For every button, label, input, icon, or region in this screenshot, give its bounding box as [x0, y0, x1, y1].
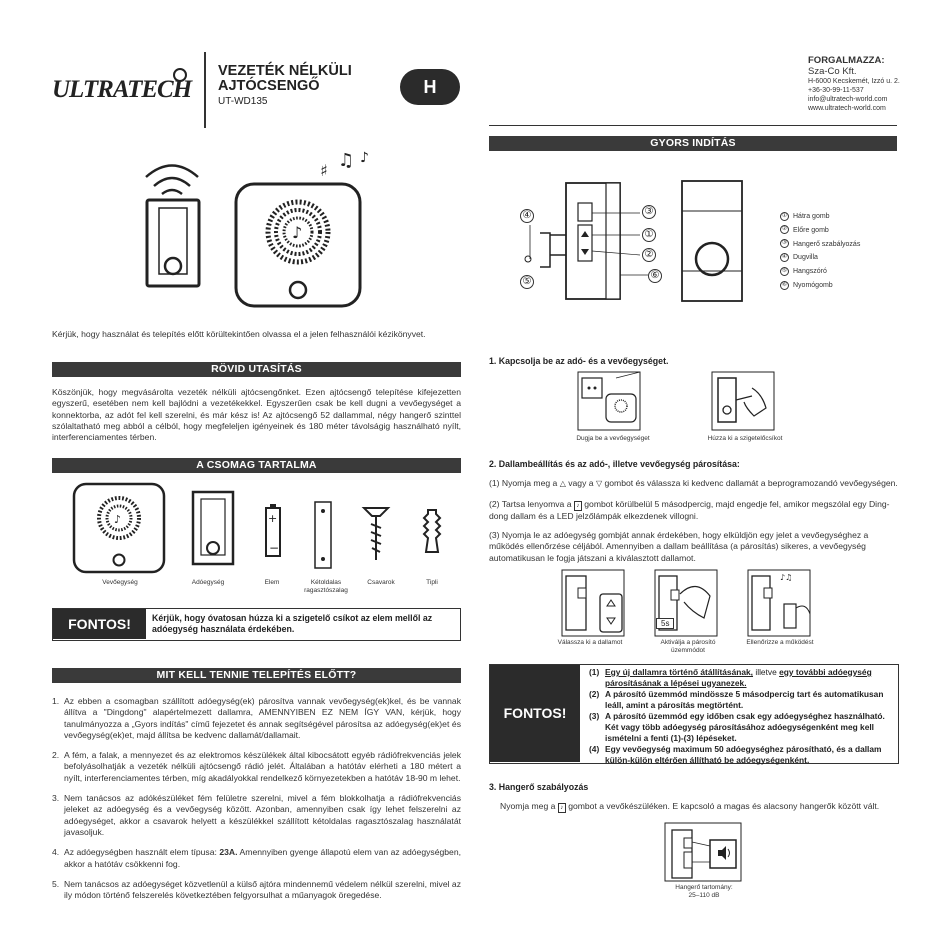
step-1-heading: 1. Kapcsolja be az adó- és a vevőegységet.: [489, 356, 669, 366]
svg-text:♪: ♪: [292, 223, 303, 242]
hero-illustration: [140, 140, 400, 320]
package-illustration: [70, 480, 470, 580]
distributor-address: H-6000 Kecskemét, Izzó u. 2.: [808, 78, 900, 85]
screw-icon: [364, 508, 388, 560]
section-quick-start-heading: GYORS INDÍTÁS: [489, 136, 897, 151]
warning-item: (2) A párosító üzemmód mindössze 5 másodpercig tart és automatikusan leáll, amint a párosítás megtörtént.: [589, 689, 884, 710]
package-item-wall-plugs: Tipli: [426, 579, 438, 586]
warning-label-2: FONTOS!: [490, 665, 580, 762]
step-3-text: Nyomja meg a ♪ gombot a vevőkészüléken. E kapcsoló a magas és alacsony hangerők között vált.: [500, 801, 880, 811]
music-notes-icon: [320, 150, 369, 180]
warning-box-2: [489, 664, 899, 764]
step-2-caption-1: Válassza ki a dallamot: [557, 639, 623, 646]
legend-item: ⑥ Nyomógomb: [781, 281, 833, 289]
distributor-email: info@ultratech-world.com: [808, 96, 888, 103]
warning-box-1: [52, 608, 461, 641]
package-item-battery: Elem: [264, 579, 280, 586]
section-before-install-heading: MIT KELL TENNIE TELEPÍTÉS ELŐTT?: [52, 668, 461, 683]
plug-in-receiver-drawing: [578, 372, 640, 430]
step-2-caption-3: Ellenőrizze a működést: [746, 639, 814, 646]
wall-plug-icon: [424, 510, 440, 552]
pull-strip-drawing: [712, 372, 774, 430]
title-line-2: AJTÓCSENGŐ: [218, 78, 320, 94]
package-transmitter-drawing: [193, 492, 233, 564]
battery-icon: [266, 504, 280, 556]
svg-text:♪: ♪: [114, 513, 122, 526]
volume-range-caption: Hangerő tartomány: 25–110 dB: [675, 884, 733, 899]
section-package-heading: A CSOMAG TARTALMA: [52, 458, 461, 473]
check-operation-drawing: [748, 570, 810, 636]
distributor-web: www.ultratech-world.com: [808, 105, 886, 112]
receiver-side-view: [525, 183, 620, 299]
before-install-list: [52, 696, 461, 910]
volume-button-icon: ♪: [574, 501, 582, 511]
package-item-tape: Kétoldalas ragasztószalag: [304, 579, 348, 594]
step-3-heading: 3. Hangerő szabályozás: [489, 782, 589, 792]
model-number: UT-WD135: [218, 96, 268, 107]
tape-icon: [315, 502, 331, 568]
quick-start-diagram: [510, 175, 770, 305]
step-2-paragraph-1: (1) Nyomja meg a △ vagy a ▽ gombot és válassza ki kedvenc dallamát a beprogramozandó vevőegységen.: [489, 478, 898, 488]
list-item: 2. A fém, a falak, a mennyezet és az elektromos készülékek által kibocsátott egyéb rádiófrekvenciás jelek befolyásolhatják a vezeték nélküli ajtócsengő rádió jelét. Általában a hatótáv elérheti a 180 métert a nyílt, interferenciamentes térben, míg akadályokkal rendelkező környezetekben a hatótáv 18-90 m lehet.: [52, 750, 461, 783]
select-melody-drawing: [562, 570, 624, 636]
product-title: [218, 64, 352, 94]
warning-item: (3) A párosító üzemmód egy időben csak egy adóegységhez használható. Két vagy több adóegység párosításához adóegységenként meg kell ismételni a fenti (1)-(3) lépéseket.: [589, 711, 885, 743]
step-1-caption-right: Húzza ki a szigetelőcsíkot: [707, 435, 783, 442]
brand-logo: [52, 76, 202, 110]
callout-3: ③: [642, 205, 656, 219]
legend-item: ⑤ Hangszóró: [781, 267, 827, 276]
header-divider: [204, 52, 206, 128]
callout-6: ⑥: [648, 269, 662, 283]
svg-text:♪♫: ♪♫: [780, 573, 793, 582]
step-1-illustration: [576, 370, 776, 432]
legend-item: ④ Dugvilla: [781, 254, 818, 262]
warning-list-2: [589, 667, 893, 765]
step-2-heading: 2. Dallambeállítás és az adó-, illetve vevőegység párosítása:: [489, 459, 740, 469]
package-item-screws: Csavarok: [367, 579, 395, 586]
svg-text:♫: ♫: [338, 150, 355, 171]
package-receiver-drawing: [74, 484, 164, 572]
down-icon: ▽: [595, 479, 603, 488]
ball-icon: [173, 68, 187, 82]
intro-text: Kérjük, hogy használat és telepítés előtt körültekintően olvassa el a jelen felhasználói kézikönyvet.: [52, 329, 426, 339]
volume-button-icon: ♪: [558, 803, 566, 813]
step-2-paragraph-3: (3) Nyomja le az adóegység gombját annak érdekében, hogy elküldjön egy jelet a vevőegységhez a működés ellenőrzése céljából. Amennyiben a dallam beállítása (a párosítás) sikeres, a vevőegység automatikusan le fogja játszani a kiválasztott dallamot.: [489, 530, 869, 563]
step-2-paragraph-2: (2) Tartsa lenyomva a ♪ gombot körülbelül 5 másodpercig, majd engedje fel, amikor megszólal egy Ding-dong dallam és a LED jelzőlámpák elkezdenek villogni.: [489, 499, 890, 521]
list-item: 4. Az adóegységben használt elem típusa: 23A. Amennyiben gyenge állapotú elem van az adóegységben, akkor a hatótáv csökkenni fog.: [52, 847, 461, 869]
legend-item: ③ Hangerő szabályozás: [781, 240, 861, 248]
step-2-caption-2: Aktiválja a párosító üzemmódot: [660, 639, 716, 654]
callout-2: ②: [642, 248, 656, 262]
list-item: 5. Nem tanácsos az adóegységet közvetlenül a külső ajtóra mindennemű védelem nélkül szerelni, mivel az ily módon történő felszerelés következtében felgyorsulhat a műanyagok öregedése.: [52, 878, 461, 901]
svg-text:♯: ♯: [320, 161, 328, 180]
volume-illustration: [664, 822, 742, 882]
wireless-signal-icon: [146, 166, 198, 195]
distributor-company: Sza-Co Kft.: [808, 66, 857, 77]
right-column-rule: [489, 125, 897, 126]
package-item-transmitter: Adóegység: [191, 579, 225, 586]
legend-item: ② Előre gomb: [781, 226, 829, 234]
warning-item: (1) Egy új dallamra történő átállításának, illetve egy további adóegység párosításának a lépései ugyanezek.: [589, 667, 872, 688]
distributor-heading: FORGALMAZZA:: [808, 55, 885, 66]
warning-label-1: FONTOS!: [53, 609, 146, 639]
list-item: 3. Nem tanácsos az adókészüléket fém felületre szerelni, mivel a fém blokkolhatja a rádiófrekvenciás jeleket az adóegység és a vevőegység között. Azonban, amennyiben csak így lehet felszerelni az adóegységet, akkor a csavarok helyett a készülékkel szállított kétoldalas ragasztószalag használatát javasoljuk.: [52, 793, 461, 837]
brand-name: ULTRATECH: [52, 76, 192, 103]
legend-item: ① Hátra gomb: [781, 212, 830, 220]
callout-1: ①: [642, 228, 656, 242]
short-manual-text: Köszönjük, hogy megvásárolta vezeték nélküli ajtócsengőnket. Ezen ajtócsengő telepítése kifejezetten egyszerű, esetében nem kell bajlódni a vezetékekkel. Egyszerűen csak be kell dugni a vevőegységet a konnektorba, az adót fel kell szerelni, és már kész is! Az ajtócsengő 52 dallammal, négy hangerő szinttel szólaltatható meg abból a célból, hogy megfeleljen igényeinek és 180 méter távolságig használható nyílt, interferenciamentes térben.: [52, 387, 461, 443]
transmitter-drawing: [147, 200, 199, 286]
language-badge-label: H: [423, 77, 437, 97]
warning-item: (4) Egy vevőegység maximum 50 adóegységhez párosítható, és a dallam külön-külön eltérően állítható be adóegységenként.: [589, 744, 882, 765]
language-badge: [400, 69, 460, 105]
svg-text:−: −: [269, 541, 280, 555]
distributor-block: [808, 55, 900, 113]
transmitter-front-view: [682, 181, 742, 301]
up-icon: △: [559, 479, 566, 488]
callout-4: ④: [520, 209, 534, 223]
step-1-caption-left: Dugja be a vevőegységet: [576, 435, 650, 442]
callout-5: ⑤: [520, 275, 534, 289]
svg-text:♪: ♪: [360, 150, 369, 166]
receiver-drawing: [236, 184, 360, 306]
section-short-manual-heading: RÖVID UTASÍTÁS: [52, 362, 461, 377]
svg-text:+: +: [268, 512, 278, 525]
warning-text-1: Kérjük, hogy óvatosan húzza ki a szigetelő csíkot az elem mellől az adóegység használata érdekében.: [152, 613, 433, 634]
step-2-illustrations: [560, 568, 880, 640]
package-item-receiver: Vevőegység: [102, 579, 138, 586]
timer-label: 5s: [656, 618, 674, 629]
quick-start-legend: [780, 210, 860, 293]
list-item: 1. Az ebben a csomagban szállított adóegység(ek) párosítva vannak vevőegység(ek)kel, és be vannak állítva a "Dingdong" alapértelmezett dallamra, AMENNYIBEN EZ NEM ÍGY VAN, kérjük, hogy tanulmányozza a „Gyors indítás" című fejezetet és annak segítségével párosítsa az adóegység(ek)et és vevőegység(ek)et, majd állítsa be kedvenc dallamát/dallamait.: [52, 696, 461, 740]
distributor-phone: +36-30-99-11-537: [808, 87, 864, 94]
title-line-1: VEZETÉK NÉLKÜLI: [218, 63, 352, 79]
